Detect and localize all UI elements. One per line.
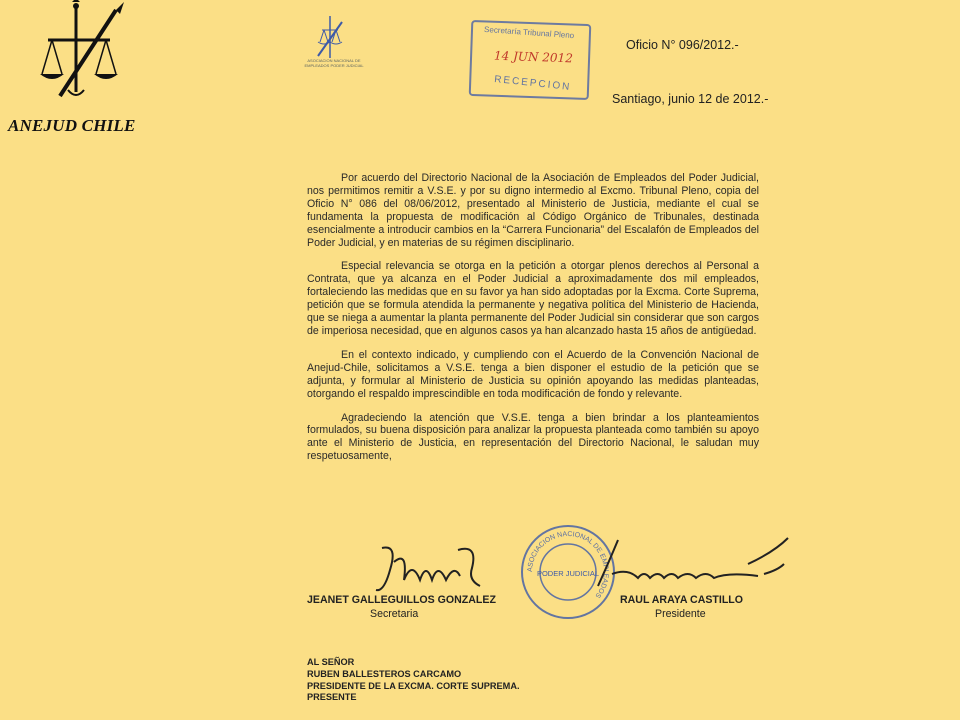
seal-ring-text: ASOCIACION NACIONAL DE EMPLEADOS	[526, 530, 610, 599]
scales-of-justice-logo	[38, 0, 134, 104]
paragraph-2: Especial relevancia se otorga en la petición a otorgar plenos derechos al Personal a Contrata, que ya alcanza en el Poder Judicial a aproximadamente dos mil empleados, fortaleciendo las medidas que en su favor ya han sido adoptadas por la Excma. Corte Suprema, petición que se formula atendida la permanente y negativa política del Ministerio de Hacienda, que se niega a aumentar la planta permanente del Poder Judicial sin considerar que son cargos de imperiosa necesidad, que en algunos casos ya han alcanzado hasta 15 años de antigüedad.	[307, 260, 759, 337]
association-logo-caption: ASOCIACION NACIONAL DE EMPLEADOS PODER JUDICIAL	[304, 58, 364, 68]
reception-stamp-label: RECEPCION	[493, 73, 572, 94]
president-name: RAUL ARAYA CASTILLO	[620, 594, 744, 606]
secretary-name: JEANET GALLEGUILLOS GONZALEZ	[307, 594, 496, 606]
president-role: Presidente	[655, 608, 706, 620]
secretary-role: Secretaria	[370, 608, 419, 620]
oficio-number: Oficio N° 096/2012.-	[626, 38, 739, 52]
addressee-line: AL SEÑOR	[307, 657, 355, 667]
addressee-block	[307, 657, 520, 700]
paragraph-4: Agradeciendo la atención que V.S.E. tenga a bien brindar a los planteamientos formulados, su buena disposición para analizar la propuesta planteada como también su apoyo ante el Ministerio de Justicia, en representación del Directorio Nacional, le saludan muy respetuosamente,	[307, 411, 759, 463]
brand-name: ANEJUD CHILE	[8, 116, 136, 135]
addressee-line: PRESIDENTE DE LA EXCMA. CORTE SUPREMA.	[307, 680, 520, 691]
addressee-line: PRESENTE	[307, 692, 357, 701]
letter-body	[307, 172, 759, 474]
paragraph-1: Por acuerdo del Directorio Nacional de la Asociación de Empleados del Poder Judicial, nos permitimos remitir a V.S.E. y por su digno intermedio al Excmo. Tribunal Pleno, copia del Oficio N° 086 del 08/06/2012, presentado al Ministerio de Justicia, mediante el cual se fundamenta la propuesta de modificación al Código Orgánico de Tribunales, destinada esencialmente a introducir cambios en la “Carrera Funcionaria” del Escalafón de Empleados del Poder Judicial, y en materias de su régimen disciplinario.	[307, 172, 759, 249]
secretary-signature	[368, 540, 498, 600]
reception-stamp-date: 14 JUN 2012	[493, 48, 574, 66]
addressee-line: RUBEN BALLESTEROS CARCAMO	[307, 668, 462, 679]
reception-stamp-line: Secretaría Tribunal Pleno	[483, 24, 575, 41]
letter-date: Santiago, junio 12 de 2012.-	[612, 92, 769, 106]
seal-center-text: PODER JUDICIAL	[536, 569, 600, 578]
paragraph-3: En el contexto indicado, y cumpliendo con el Acuerdo de la Convención Nacional de Anejud-Chile, solicitamos a V.S.E. tenga a bien disponer el estudio de la petición que se adjunta, y formular al Ministerio de Justicia su opinión apoyando las medidas planteadas, otorgando el respaldo imprescindible en toda modificación de fondo y relevante.	[307, 348, 759, 400]
